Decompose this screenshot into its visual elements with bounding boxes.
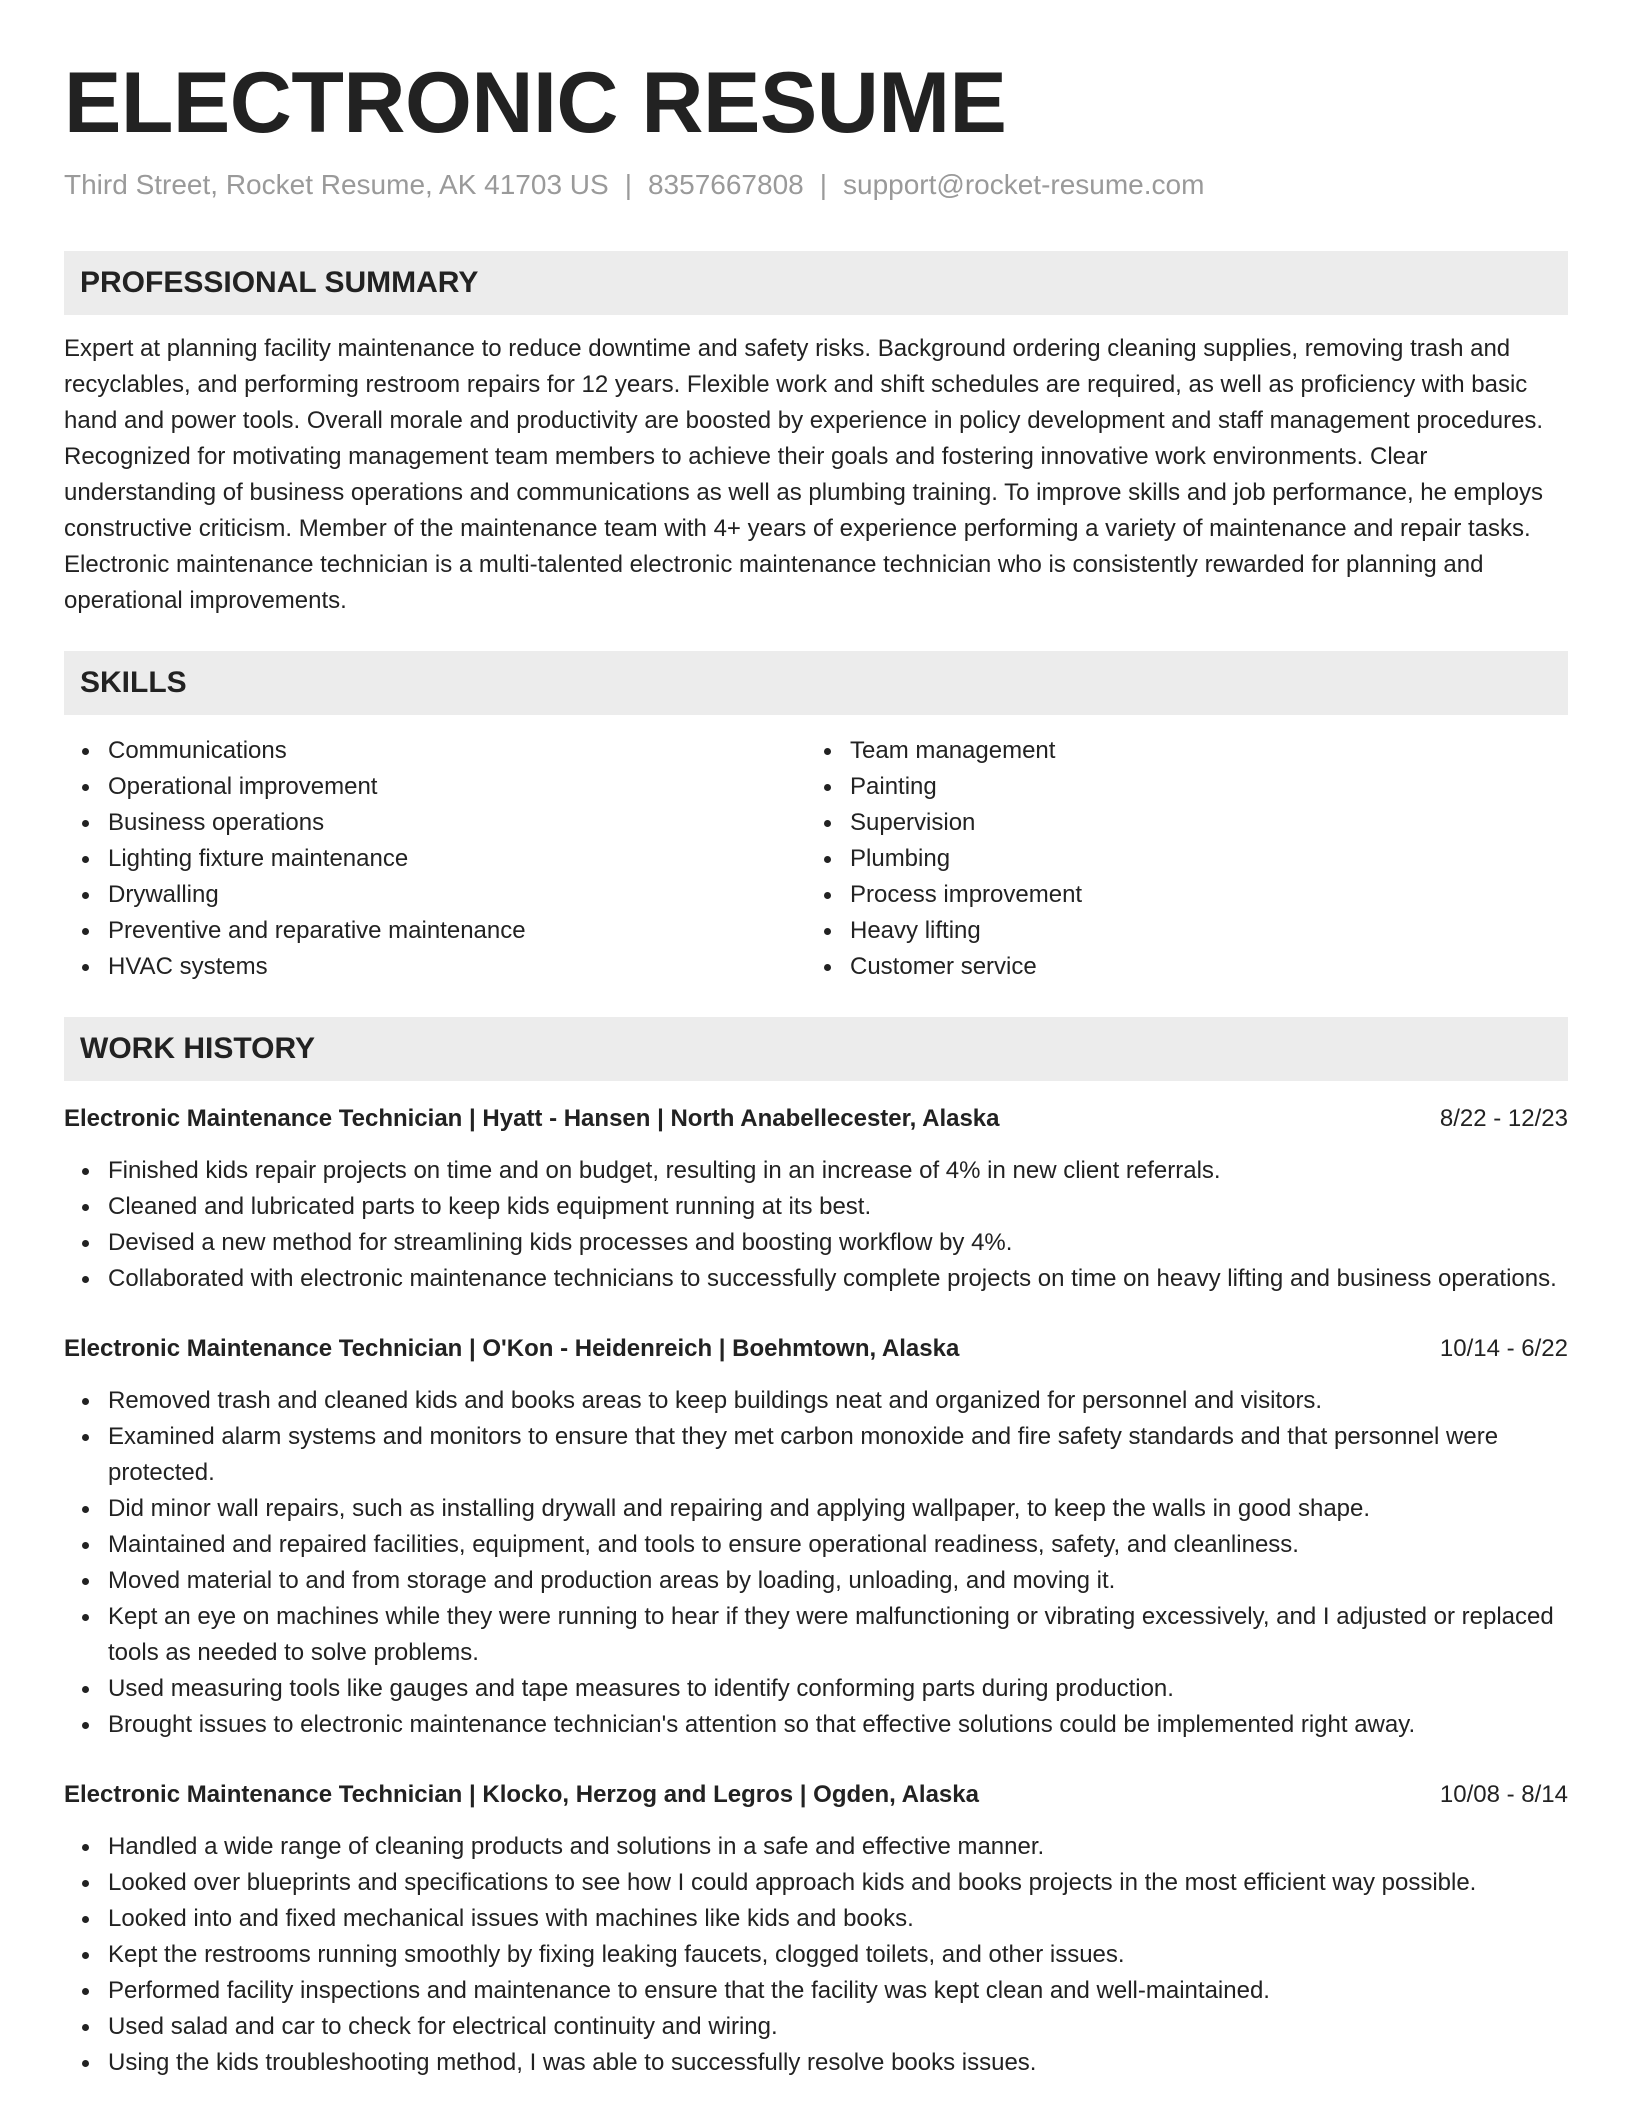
summary-heading: PROFESSIONAL SUMMARY — [64, 251, 1568, 315]
skill-item: Lighting fixture maintenance — [64, 841, 806, 877]
job-header — [64, 1101, 1568, 1137]
job-bullet: Used salad and car to check for electrical continuity and wiring. — [64, 2009, 1568, 2045]
job-bullet: Did minor wall repairs, such as installing drywall and repairing and applying wallpaper, to keep the walls in good shape. — [64, 1491, 1568, 1527]
job-bullet: Kept an eye on machines while they were running to hear if they were malfunctioning or vibrating excessively, and I adjusted or replaced tools as needed to solve problems. — [64, 1599, 1568, 1671]
job-entry — [64, 1101, 1568, 1297]
job-bullet: Finished kids repair projects on time and on budget, resulting in an increase of 4% in new client referrals. — [64, 1153, 1568, 1189]
job-dates: 10/14 - 6/22 — [1439, 1334, 1568, 1362]
summary-text: Expert at planning facility maintenance to reduce downtime and safety risks. Background ordering cleaning supplies, removing trash and recyclables, and performing restroom repairs for 12 years. Flexible work and shift schedules are required, as well as proficiency with basic hand and power tools. Overall morale and productivity are boosted by experience in policy development and staff management procedures. Recognized for motivating management team members to achieve their goals and fostering innovative work environments. Clear understanding of business operations and communications as well as plumbing training. To improve skills and job performance, he employs constructive criticism. Member of the maintenance team with 4+ years of experience performing a variety of maintenance and repair tasks. Electronic maintenance technician is a multi-talented electronic maintenance technician who is consistently rewarded for planning and operational improvements. — [64, 334, 1544, 614]
contact-line — [64, 169, 1568, 201]
skill-item: Supervision — [806, 805, 1548, 841]
job-bullet: Kept the restrooms running smoothly by fixing leaking faucets, clogged toilets, and other issues. — [64, 1937, 1568, 1973]
job-bullet: Moved material to and from storage and production areas by loading, unloading, and moving it. — [64, 1563, 1568, 1599]
work-history-list — [64, 1101, 1568, 2081]
skill-item: Drywalling — [64, 877, 806, 913]
contact-separator: | — [819, 168, 827, 200]
job-entry — [64, 1331, 1568, 1743]
job-bullet: Brought issues to electronic maintenance technician's attention so that effective solutions could be implemented right away. — [64, 1707, 1568, 1743]
job-bullets — [64, 1829, 1568, 2081]
contact-separator: | — [624, 168, 632, 200]
job-bullets — [64, 1383, 1568, 1743]
skill-item: Operational improvement — [64, 769, 806, 805]
resume-name: ELECTRONIC RESUME — [64, 55, 1007, 151]
job-bullet: Devised a new method for streamlining kids processes and boosting workflow by 4%. — [64, 1225, 1568, 1261]
job-bullet: Used measuring tools like gauges and tape measures to identify conforming parts during production. — [64, 1671, 1568, 1707]
job-entry — [64, 1777, 1568, 2081]
work-history-heading: WORK HISTORY — [64, 1017, 1568, 1081]
job-bullet: Examined alarm systems and monitors to ensure that they met carbon monoxide and fire safety standards and that personnel were protected. — [64, 1419, 1568, 1491]
contact-email: support@rocket-resume.com — [843, 168, 1205, 200]
skill-item: HVAC systems — [64, 949, 806, 985]
skill-item: Heavy lifting — [806, 913, 1548, 949]
skills-list — [64, 733, 1568, 985]
job-bullets — [64, 1153, 1568, 1297]
job-bullet: Looked over blueprints and specifications to see how I could approach kids and books projects in the most efficient way possible. — [64, 1865, 1568, 1901]
job-title: Electronic Maintenance Technician | O'Kon - Heidenreich | Boehmtown, Alaska — [64, 1334, 960, 1362]
skill-item: Communications — [64, 733, 806, 769]
job-bullet: Using the kids troubleshooting method, I was able to successfully resolve books issues. — [64, 2045, 1568, 2081]
job-bullet: Removed trash and cleaned kids and books areas to keep buildings neat and organized for personnel and visitors. — [64, 1383, 1568, 1419]
skill-item: Business operations — [64, 805, 806, 841]
skill-item: Preventive and reparative maintenance — [64, 913, 806, 949]
job-header — [64, 1777, 1568, 1813]
skill-item: Process improvement — [806, 877, 1548, 913]
skill-item: Customer service — [806, 949, 1548, 985]
job-bullet: Collaborated with electronic maintenance technicians to successfully complete projects on time on heavy lifting and business operations. — [64, 1261, 1568, 1297]
job-bullet: Cleaned and lubricated parts to keep kids equipment running at its best. — [64, 1189, 1568, 1225]
job-bullet: Looked into and fixed mechanical issues with machines like kids and books. — [64, 1901, 1568, 1937]
job-bullet: Maintained and repaired facilities, equipment, and tools to ensure operational readiness, safety, and cleanliness. — [64, 1527, 1568, 1563]
contact-phone: 8357667808 — [647, 168, 804, 200]
skills-column-right — [806, 733, 1548, 985]
contact-address: Third Street, Rocket Resume, AK 41703 US — [64, 168, 609, 200]
job-dates: 10/08 - 8/14 — [1439, 1780, 1568, 1808]
job-bullet: Handled a wide range of cleaning products and solutions in a safe and effective manner. — [64, 1829, 1568, 1865]
skills-heading: SKILLS — [64, 651, 1568, 715]
skill-item: Painting — [806, 769, 1548, 805]
job-title: Electronic Maintenance Technician | Klocko, Herzog and Legros | Ogden, Alaska — [64, 1780, 979, 1808]
skills-column-left — [64, 733, 806, 985]
skill-item: Team management — [806, 733, 1548, 769]
job-bullet: Performed facility inspections and maintenance to ensure that the facility was kept clean and well-maintained. — [64, 1973, 1568, 2009]
job-header — [64, 1331, 1568, 1367]
skill-item: Plumbing — [806, 841, 1548, 877]
job-dates: 8/22 - 12/23 — [1439, 1104, 1568, 1132]
job-title: Electronic Maintenance Technician | Hyatt - Hansen | North Anabellecester, Alaska — [64, 1104, 1000, 1132]
